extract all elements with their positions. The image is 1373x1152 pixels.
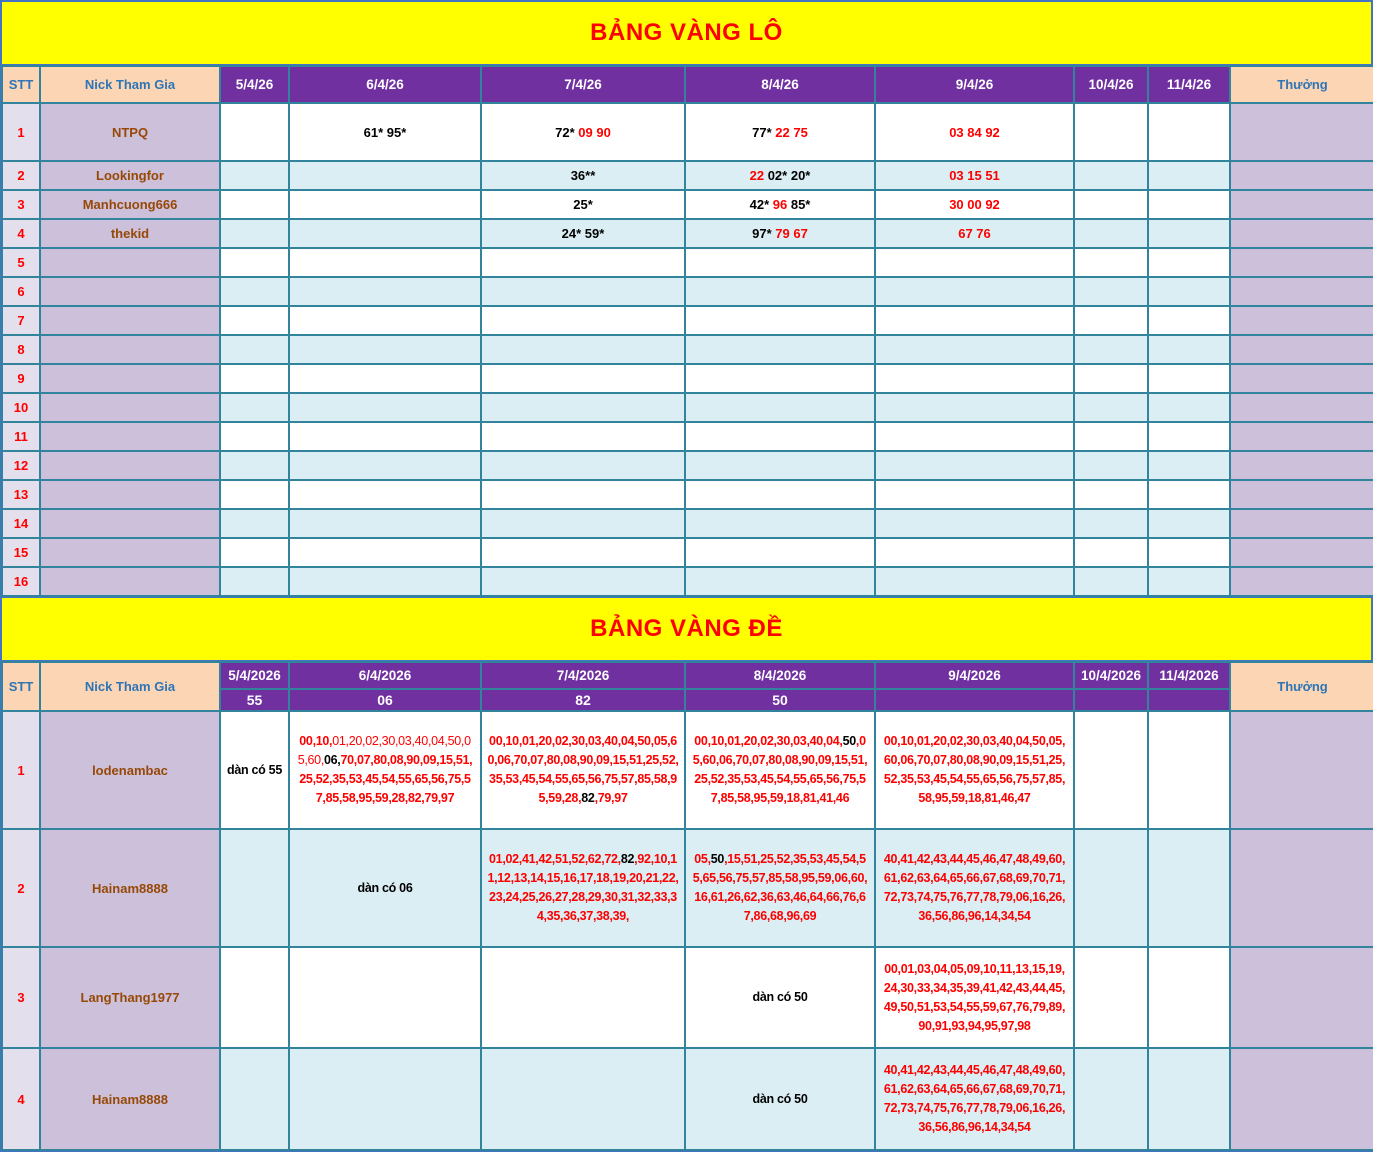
reward-header: Thưởng bbox=[1230, 66, 1373, 103]
reward-cell[interactable] bbox=[1230, 1048, 1373, 1150]
date-header: 9/4/26 bbox=[875, 66, 1074, 103]
value-cell[interactable] bbox=[875, 1048, 1074, 1150]
value-cell[interactable] bbox=[685, 364, 875, 393]
value-cell[interactable] bbox=[1148, 538, 1230, 567]
nick-cell[interactable]: lodenambac bbox=[40, 711, 220, 829]
reward-cell[interactable] bbox=[1230, 538, 1373, 567]
nick-cell[interactable] bbox=[40, 451, 220, 480]
value-cell[interactable] bbox=[220, 422, 289, 451]
stt-cell[interactable]: 13 bbox=[2, 480, 40, 509]
date-header: 11/4/2026 bbox=[1148, 662, 1230, 689]
value-cell[interactable] bbox=[220, 711, 289, 829]
date-header: 10/4/26 bbox=[1074, 66, 1148, 103]
value-cell[interactable] bbox=[685, 248, 875, 277]
value-cell[interactable] bbox=[481, 190, 685, 219]
value-cell[interactable] bbox=[481, 219, 685, 248]
value-cell[interactable] bbox=[289, 219, 481, 248]
table-row bbox=[2, 947, 1373, 1048]
value-cell[interactable] bbox=[1074, 509, 1148, 538]
result-subheader: 55 bbox=[220, 689, 289, 711]
value-cell[interactable] bbox=[481, 829, 685, 947]
value-cell[interactable] bbox=[1148, 393, 1230, 422]
value-cell[interactable] bbox=[1074, 393, 1148, 422]
date-header: 6/4/2026 bbox=[289, 662, 481, 689]
cell-text: 61* 95* bbox=[363, 124, 407, 140]
nick-cell[interactable] bbox=[40, 364, 220, 393]
cell-text: 03 84 92 bbox=[949, 124, 1000, 140]
table-row bbox=[2, 248, 1373, 277]
value-cell[interactable] bbox=[481, 335, 685, 364]
cell-text: 30 00 92 bbox=[949, 197, 1000, 212]
value-cell[interactable] bbox=[1148, 567, 1230, 596]
nick-cell[interactable]: LangThang1977 bbox=[40, 947, 220, 1048]
nick-cell[interactable]: Lookingfor bbox=[40, 161, 220, 190]
stt-cell[interactable]: 9 bbox=[2, 364, 40, 393]
reward-cell[interactable] bbox=[1230, 306, 1373, 335]
value-cell[interactable] bbox=[1074, 190, 1148, 219]
cell-text: 00,10,01,20,02,30,03,40,04, bbox=[694, 734, 843, 748]
nick-cell[interactable]: Manhcuong666 bbox=[40, 190, 220, 219]
value-cell[interactable] bbox=[875, 422, 1074, 451]
cell-text: 96 bbox=[772, 197, 791, 212]
value-cell[interactable] bbox=[1074, 306, 1148, 335]
value-cell[interactable] bbox=[1074, 829, 1148, 947]
stt-cell[interactable]: 7 bbox=[2, 306, 40, 335]
de-title: BẢNG VÀNG ĐỀ bbox=[590, 615, 783, 642]
value-cell[interactable] bbox=[685, 538, 875, 567]
value-cell[interactable] bbox=[1148, 219, 1230, 248]
value-cell[interactable] bbox=[685, 451, 875, 480]
value-cell[interactable] bbox=[1074, 161, 1148, 190]
nick-cell[interactable]: thekid bbox=[40, 219, 220, 248]
value-cell[interactable] bbox=[875, 190, 1074, 219]
cell-text: 72* bbox=[555, 124, 579, 140]
value-cell[interactable] bbox=[220, 1048, 289, 1150]
value-cell[interactable] bbox=[875, 451, 1074, 480]
cell-text: 01,02,41,42,51,52,62,72, bbox=[489, 852, 621, 866]
table-row bbox=[2, 422, 1373, 451]
cell-text: 50 bbox=[842, 734, 856, 748]
value-cell[interactable] bbox=[220, 947, 289, 1048]
value-cell[interactable] bbox=[481, 277, 685, 306]
value-cell[interactable] bbox=[289, 335, 481, 364]
value-cell[interactable] bbox=[685, 422, 875, 451]
value-cell[interactable] bbox=[220, 103, 289, 161]
value-cell[interactable] bbox=[289, 538, 481, 567]
value-cell[interactable] bbox=[875, 480, 1074, 509]
stt-cell[interactable]: 2 bbox=[2, 161, 40, 190]
value-cell[interactable] bbox=[1074, 219, 1148, 248]
value-cell[interactable] bbox=[875, 248, 1074, 277]
value-cell[interactable] bbox=[1148, 509, 1230, 538]
reward-cell[interactable] bbox=[1230, 393, 1373, 422]
value-cell[interactable] bbox=[289, 509, 481, 538]
value-cell[interactable] bbox=[220, 829, 289, 947]
lo-title: BẢNG VÀNG LÔ bbox=[590, 19, 783, 46]
value-cell[interactable] bbox=[685, 947, 875, 1048]
value-cell[interactable] bbox=[1074, 711, 1148, 829]
value-cell[interactable] bbox=[481, 711, 685, 829]
value-cell[interactable] bbox=[875, 103, 1074, 161]
value-cell[interactable] bbox=[875, 538, 1074, 567]
value-cell[interactable] bbox=[220, 248, 289, 277]
nick-cell[interactable]: Hainam8888 bbox=[40, 1048, 220, 1150]
cell-text: ,05,60,06,70,07,80,08,90,09,15,51,25,52,35,53,45,54,55,65,56,75,57,85,58,95,59,18,81,41,46 bbox=[692, 734, 868, 805]
value-cell[interactable] bbox=[1148, 248, 1230, 277]
stt-cell[interactable]: 5 bbox=[2, 248, 40, 277]
cell-text: dàn có 55 bbox=[227, 762, 282, 777]
value-cell[interactable] bbox=[875, 277, 1074, 306]
cell-text: 22 75 bbox=[775, 124, 808, 140]
value-cell[interactable] bbox=[220, 538, 289, 567]
table-row bbox=[2, 306, 1373, 335]
cell-text: 97* bbox=[752, 226, 776, 241]
value-cell[interactable] bbox=[289, 567, 481, 596]
value-cell[interactable] bbox=[875, 509, 1074, 538]
stt-cell[interactable]: 4 bbox=[2, 1048, 40, 1150]
value-cell[interactable] bbox=[875, 711, 1074, 829]
value-cell[interactable] bbox=[685, 103, 875, 161]
date-header: 5/4/26 bbox=[220, 66, 289, 103]
value-cell[interactable] bbox=[481, 306, 685, 335]
nick-cell[interactable] bbox=[40, 248, 220, 277]
cell-text: dàn có 50 bbox=[752, 990, 808, 1004]
nick-cell[interactable] bbox=[40, 393, 220, 422]
table-row bbox=[2, 103, 1373, 161]
date-header: 6/4/26 bbox=[289, 66, 481, 103]
nick-cell[interactable] bbox=[40, 480, 220, 509]
value-cell[interactable] bbox=[1148, 364, 1230, 393]
table-row bbox=[2, 509, 1373, 538]
date-header: 7/4/2026 bbox=[481, 662, 685, 689]
table-row bbox=[2, 277, 1373, 306]
de-table bbox=[1, 661, 1373, 1151]
nick-header: Nick Tham Gia bbox=[40, 662, 220, 711]
stt-cell[interactable]: 2 bbox=[2, 829, 40, 947]
date-header: 11/4/26 bbox=[1148, 66, 1230, 103]
de-title-banner bbox=[1, 597, 1372, 661]
value-cell[interactable] bbox=[875, 393, 1074, 422]
value-cell[interactable] bbox=[685, 509, 875, 538]
value-cell[interactable] bbox=[1148, 711, 1230, 829]
table-row bbox=[2, 393, 1373, 422]
cell-text: 40,41,42,43,44,45,46,47,48,49,60,61,62,63,64,65,66,67,68,69,70,71,72,73,74,75,76,77,78,79,06,16,26,36,56,86,96,14,34,54 bbox=[883, 852, 1066, 923]
table-row bbox=[2, 335, 1373, 364]
value-cell[interactable] bbox=[875, 306, 1074, 335]
nick-cell[interactable] bbox=[40, 509, 220, 538]
nick-cell[interactable] bbox=[40, 567, 220, 596]
cell-text: 02* 20* bbox=[767, 168, 811, 183]
value-cell[interactable] bbox=[1148, 451, 1230, 480]
value-cell[interactable] bbox=[1148, 947, 1230, 1048]
cell-text: 67 76 bbox=[958, 226, 991, 241]
value-cell[interactable] bbox=[875, 947, 1074, 1048]
value-cell[interactable] bbox=[289, 1048, 481, 1150]
cell-text: 77* bbox=[752, 124, 776, 140]
value-cell[interactable] bbox=[289, 711, 481, 829]
value-cell[interactable] bbox=[1074, 947, 1148, 1048]
stt-cell[interactable]: 12 bbox=[2, 451, 40, 480]
table-row bbox=[2, 451, 1373, 480]
value-cell[interactable] bbox=[220, 451, 289, 480]
lo-title-banner bbox=[1, 1, 1372, 65]
cell-text: 82 bbox=[581, 791, 595, 805]
stt-cell[interactable]: 11 bbox=[2, 422, 40, 451]
cell-text: 03 15 51 bbox=[949, 168, 1000, 183]
value-cell[interactable] bbox=[220, 277, 289, 306]
value-cell[interactable] bbox=[875, 219, 1074, 248]
value-cell[interactable] bbox=[685, 335, 875, 364]
value-cell[interactable] bbox=[220, 219, 289, 248]
cell-text: 85* bbox=[790, 197, 811, 212]
reward-cell[interactable] bbox=[1230, 947, 1373, 1048]
stt-cell[interactable]: 3 bbox=[2, 190, 40, 219]
value-cell[interactable] bbox=[289, 306, 481, 335]
reward-cell[interactable] bbox=[1230, 103, 1373, 161]
cell-text: dàn có 50 bbox=[752, 1091, 808, 1106]
stt-cell[interactable]: 3 bbox=[2, 947, 40, 1048]
reward-cell[interactable] bbox=[1230, 451, 1373, 480]
value-cell[interactable] bbox=[1148, 190, 1230, 219]
cell-text: 00,10, bbox=[299, 734, 333, 748]
value-cell[interactable] bbox=[1148, 277, 1230, 306]
value-cell[interactable] bbox=[1148, 103, 1230, 161]
value-cell[interactable] bbox=[220, 509, 289, 538]
value-cell[interactable] bbox=[1074, 335, 1148, 364]
value-cell[interactable] bbox=[1074, 538, 1148, 567]
value-cell[interactable] bbox=[481, 422, 685, 451]
reward-cell[interactable] bbox=[1230, 190, 1373, 219]
stt-cell[interactable]: 4 bbox=[2, 219, 40, 248]
value-cell[interactable] bbox=[685, 219, 875, 248]
value-cell[interactable] bbox=[1148, 161, 1230, 190]
stt-cell[interactable]: 16 bbox=[2, 567, 40, 596]
table-row bbox=[2, 829, 1373, 947]
result-subheader: 50 bbox=[685, 689, 875, 711]
value-cell[interactable] bbox=[1148, 829, 1230, 947]
value-cell[interactable] bbox=[1074, 277, 1148, 306]
date-header: 10/4/2026 bbox=[1074, 662, 1148, 689]
value-cell[interactable] bbox=[289, 829, 481, 947]
value-cell[interactable] bbox=[1074, 248, 1148, 277]
date-header: 8/4/2026 bbox=[685, 662, 875, 689]
value-cell[interactable] bbox=[685, 393, 875, 422]
reward-header: Thưởng bbox=[1230, 662, 1373, 711]
cell-text: ,92,10,11,12,13,14,15,16,17,18,19,20,21,22,23,24,25,26,27,28,29,30,31,32,33,34,35,36,37,38,39, bbox=[487, 852, 679, 923]
cell-text: 79 67 bbox=[775, 226, 808, 241]
reward-cell[interactable] bbox=[1230, 364, 1373, 393]
nick-cell[interactable] bbox=[40, 422, 220, 451]
date-header: 5/4/2026 bbox=[220, 662, 289, 689]
value-cell[interactable] bbox=[1074, 567, 1148, 596]
result-subheader bbox=[1148, 689, 1230, 711]
value-cell[interactable] bbox=[685, 567, 875, 596]
stt-cell[interactable]: 1 bbox=[2, 711, 40, 829]
value-cell[interactable] bbox=[685, 277, 875, 306]
cell-text: 00,10,01,20,02,30,03,40,04,50,05,60,06,70,07,80,08,90,09,15,51,25,52,35,53,45,54,55,65,56,75,57,85,58,95,59,28, bbox=[487, 734, 679, 805]
nick-cell[interactable] bbox=[40, 538, 220, 567]
cell-text: 09 90 bbox=[578, 124, 611, 140]
table-row bbox=[2, 567, 1373, 596]
nick-cell[interactable]: NTPQ bbox=[40, 103, 220, 161]
reward-cell[interactable] bbox=[1230, 161, 1373, 190]
stt-header: STT bbox=[2, 662, 40, 711]
stt-header: STT bbox=[2, 66, 40, 103]
value-cell[interactable] bbox=[685, 829, 875, 947]
value-cell[interactable] bbox=[220, 480, 289, 509]
cell-text: ,15,51,25,52,35,53,45,54,55,65,56,75,57,85,58,95,59,06,60,16,61,26,62,36,63,46,64,66,76,67,86,68,96,69 bbox=[692, 852, 868, 923]
value-cell[interactable] bbox=[1148, 422, 1230, 451]
value-cell[interactable] bbox=[481, 161, 685, 190]
value-cell[interactable] bbox=[685, 711, 875, 829]
value-cell[interactable] bbox=[875, 829, 1074, 947]
cell-text: 40,41,42,43,44,45,46,47,48,49,60,61,62,63,64,65,66,67,68,69,70,71,72,73,74,75,76,77,78,79,06,16,26,36,56,86,96,14,34,54 bbox=[883, 1063, 1066, 1134]
nick-header: Nick Tham Gia bbox=[40, 66, 220, 103]
value-cell[interactable] bbox=[289, 480, 481, 509]
reward-cell[interactable] bbox=[1230, 567, 1373, 596]
result-subheader bbox=[875, 689, 1074, 711]
cell-text: ,79,97 bbox=[594, 791, 628, 805]
value-cell[interactable] bbox=[875, 335, 1074, 364]
value-cell[interactable] bbox=[481, 509, 685, 538]
cell-text: 42* bbox=[749, 197, 773, 212]
stt-cell[interactable]: 8 bbox=[2, 335, 40, 364]
cell-text: 50 bbox=[710, 852, 725, 866]
value-cell[interactable] bbox=[875, 364, 1074, 393]
value-cell[interactable] bbox=[289, 451, 481, 480]
value-cell[interactable] bbox=[1074, 103, 1148, 161]
value-cell[interactable] bbox=[289, 422, 481, 451]
table-row bbox=[2, 190, 1373, 219]
nick-cell[interactable] bbox=[40, 277, 220, 306]
stt-cell[interactable]: 14 bbox=[2, 509, 40, 538]
table-row bbox=[2, 538, 1373, 567]
stt-cell[interactable]: 6 bbox=[2, 277, 40, 306]
table-row bbox=[2, 219, 1373, 248]
value-cell[interactable] bbox=[481, 567, 685, 596]
reward-cell[interactable] bbox=[1230, 509, 1373, 538]
value-cell[interactable] bbox=[481, 480, 685, 509]
cell-text: 05, bbox=[694, 852, 711, 866]
value-cell[interactable] bbox=[685, 480, 875, 509]
value-cell[interactable] bbox=[1074, 451, 1148, 480]
value-cell[interactable] bbox=[875, 161, 1074, 190]
reward-cell[interactable] bbox=[1230, 335, 1373, 364]
value-cell[interactable] bbox=[289, 364, 481, 393]
cell-text: 00,01,03,04,05,09,10,11,13,15,19,24,30,33,34,35,39,41,42,43,44,45,49,50,51,53,54,55,59,67,76,79,89,90,91,93,94,95,97,98 bbox=[883, 961, 1066, 1033]
value-cell[interactable] bbox=[289, 947, 481, 1048]
stt-cell[interactable]: 1 bbox=[2, 103, 40, 161]
date-header: 7/4/26 bbox=[481, 66, 685, 103]
reward-cell[interactable] bbox=[1230, 480, 1373, 509]
cell-text: dàn có 06 bbox=[357, 880, 413, 895]
result-subheader bbox=[1074, 689, 1148, 711]
reward-cell[interactable] bbox=[1230, 711, 1373, 829]
reward-cell[interactable] bbox=[1230, 422, 1373, 451]
lo-table bbox=[1, 65, 1373, 597]
table-row bbox=[2, 480, 1373, 509]
value-cell[interactable] bbox=[1074, 1048, 1148, 1150]
value-cell[interactable] bbox=[1148, 480, 1230, 509]
value-cell[interactable] bbox=[481, 248, 685, 277]
value-cell[interactable] bbox=[481, 1048, 685, 1150]
cell-text: 25* bbox=[573, 197, 593, 212]
value-cell[interactable] bbox=[1148, 306, 1230, 335]
value-cell[interactable] bbox=[875, 567, 1074, 596]
table-row bbox=[2, 1048, 1373, 1150]
value-cell[interactable] bbox=[481, 393, 685, 422]
value-cell[interactable] bbox=[289, 248, 481, 277]
cell-text: 24* 59* bbox=[561, 226, 605, 241]
nick-cell[interactable] bbox=[40, 335, 220, 364]
nick-cell[interactable]: Hainam8888 bbox=[40, 829, 220, 947]
value-cell[interactable] bbox=[481, 451, 685, 480]
lo-header-row bbox=[2, 66, 1373, 103]
value-cell[interactable] bbox=[289, 103, 481, 161]
value-cell[interactable] bbox=[1148, 1048, 1230, 1150]
value-cell[interactable] bbox=[220, 190, 289, 219]
cell-text: 70,07,80,08,90,09,15,51,25,52,35,53,45,54,55,65,56,75,57,85,58,95,59,28,82,79,97 bbox=[299, 753, 473, 805]
value-cell[interactable] bbox=[685, 306, 875, 335]
reward-cell[interactable] bbox=[1230, 248, 1373, 277]
value-cell[interactable] bbox=[220, 393, 289, 422]
value-cell[interactable] bbox=[289, 393, 481, 422]
reward-cell[interactable] bbox=[1230, 277, 1373, 306]
value-cell[interactable] bbox=[220, 161, 289, 190]
value-cell[interactable] bbox=[685, 161, 875, 190]
nick-cell[interactable] bbox=[40, 306, 220, 335]
value-cell[interactable] bbox=[220, 306, 289, 335]
cell-text: 82 bbox=[620, 852, 635, 866]
date-header: 8/4/26 bbox=[685, 66, 875, 103]
reward-cell[interactable] bbox=[1230, 219, 1373, 248]
value-cell[interactable] bbox=[289, 190, 481, 219]
cell-text: 22 bbox=[749, 168, 768, 183]
value-cell[interactable] bbox=[1074, 364, 1148, 393]
stt-cell[interactable]: 15 bbox=[2, 538, 40, 567]
value-cell[interactable] bbox=[481, 947, 685, 1048]
de-header-row bbox=[2, 662, 1373, 689]
value-cell[interactable] bbox=[220, 364, 289, 393]
cell-text: 01,20,02,30,03,40,04,50,05,60, bbox=[297, 734, 471, 767]
cell-text: 00,10,01,20,02,30,03,40,04,50,05,60,06,70,07,80,08,90,09,15,51,25,52,35,53,45,54,55,65,56,75,57,85,58,95,59,18,81,46,47 bbox=[883, 734, 1066, 805]
value-cell[interactable] bbox=[1074, 422, 1148, 451]
cell-text: 36** bbox=[570, 168, 596, 183]
value-cell[interactable] bbox=[685, 190, 875, 219]
table-row bbox=[2, 161, 1373, 190]
value-cell[interactable] bbox=[289, 277, 481, 306]
value-cell[interactable] bbox=[481, 364, 685, 393]
value-cell[interactable] bbox=[481, 538, 685, 567]
value-cell[interactable] bbox=[220, 567, 289, 596]
value-cell[interactable] bbox=[1148, 335, 1230, 364]
result-subheader: 82 bbox=[481, 689, 685, 711]
value-cell[interactable] bbox=[685, 1048, 875, 1150]
date-header: 9/4/2026 bbox=[875, 662, 1074, 689]
table-row bbox=[2, 711, 1373, 829]
value-cell[interactable] bbox=[289, 161, 481, 190]
reward-cell[interactable] bbox=[1230, 829, 1373, 947]
stt-cell[interactable]: 10 bbox=[2, 393, 40, 422]
value-cell[interactable] bbox=[220, 335, 289, 364]
value-cell[interactable] bbox=[481, 103, 685, 161]
value-cell[interactable] bbox=[1074, 480, 1148, 509]
result-subheader: 06 bbox=[289, 689, 481, 711]
cell-text: 06, bbox=[324, 753, 341, 767]
table-row bbox=[2, 364, 1373, 393]
